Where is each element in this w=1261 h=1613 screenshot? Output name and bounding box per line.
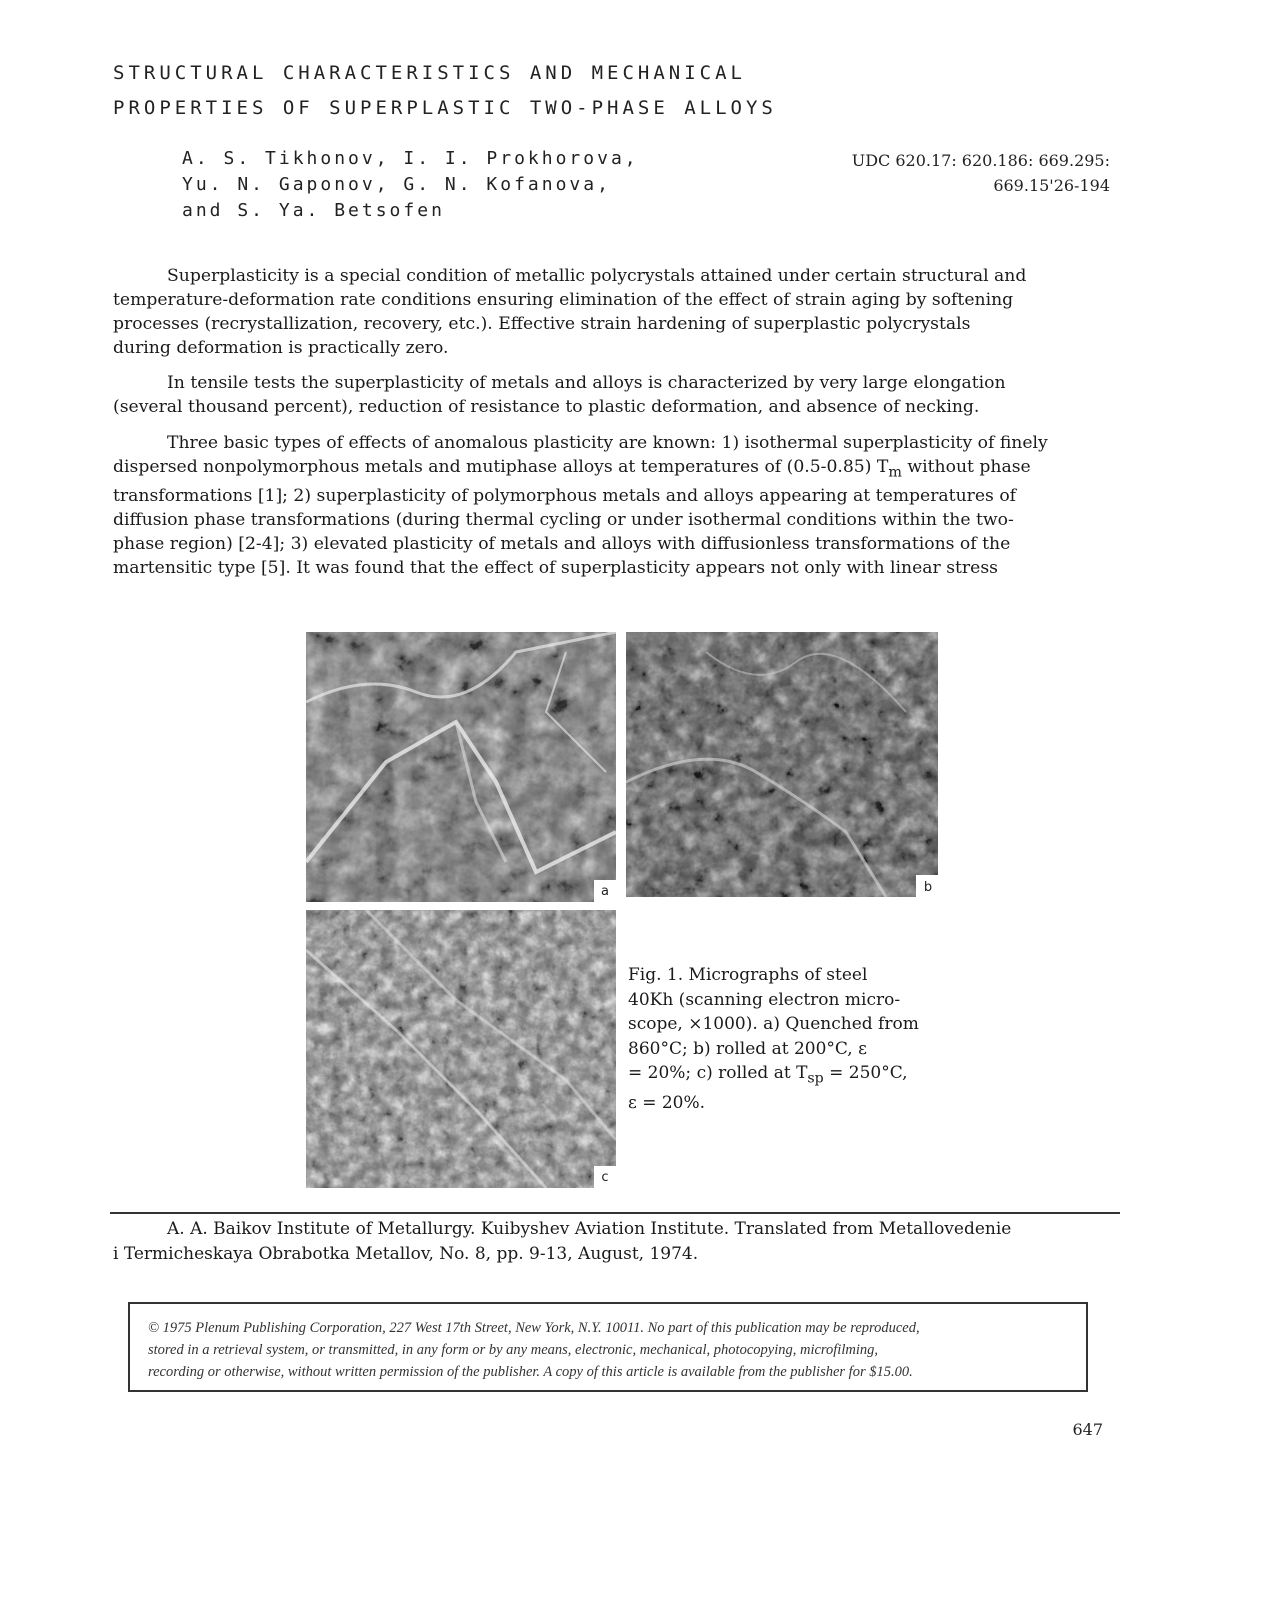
text-line: processes (recrystallization, recovery, etc.). Effective strain hardening of superplastic polycrystals bbox=[113, 314, 971, 334]
caption-line: 40Kh (scanning electron micro- bbox=[628, 989, 901, 1010]
copyright-line: © 1975 Plenum Publishing Corporation, 227 West 17th Street, New York, N.Y. 10011. No part of this publication may be reproduced, bbox=[148, 1320, 920, 1336]
title-line-1: STRUCTURAL CHARACTERISTICS AND MECHANICAL bbox=[113, 62, 746, 84]
panel-label-a: a bbox=[594, 880, 616, 902]
copyright-notice bbox=[148, 1317, 1076, 1383]
panel-label-b: b bbox=[916, 875, 938, 897]
text-line: diffusion phase transformations (during thermal cycling or under isothermal conditions within the two- bbox=[113, 510, 1014, 531]
text-line: temperature-deformation rate conditions ensuring elimination of the effect of strain aging by softening bbox=[113, 290, 1014, 310]
copyright-line: recording or otherwise, without written permission of the publisher. A copy of this article is available from the publisher for $15.00. bbox=[148, 1364, 913, 1380]
footnote-rule bbox=[110, 1212, 1120, 1214]
paragraph-1 bbox=[113, 264, 1113, 360]
author-line: Yu. N. Gaponov, G. N. Kofanova, bbox=[182, 174, 611, 195]
text-line: dispersed nonpolymorphous metals and mutiphase alloys at temperatures of (0.5-0.85) $T_m$ without phase bbox=[113, 457, 1031, 481]
text-line: phase region) [2-4]; 3) elevated plasticity of metals and alloys with diffusionless transformations of the bbox=[113, 534, 1011, 555]
author-list bbox=[182, 146, 639, 224]
micrograph-c bbox=[306, 910, 616, 1188]
author-line: and S. Ya. Betsofen bbox=[182, 200, 445, 221]
affiliation-note bbox=[113, 1217, 1011, 1267]
text-line: In tensile tests the superplasticity of metals and alloys is characterized by very large elongation bbox=[167, 373, 1006, 393]
text-line: Three basic types of effects of anomalous plasticity are known: 1) isothermal superplasticity of finely bbox=[167, 433, 1048, 453]
author-line: A. S. Tikhonov, I. I. Prokhorova, bbox=[182, 148, 639, 169]
caption-line: 860°C; b) rolled at 200°C, ε bbox=[628, 1038, 867, 1059]
text-line: during deformation is practically zero. bbox=[113, 338, 449, 358]
affiliation-line: A. A. Baikov Institute of Metallurgy. Kuibyshev Aviation Institute. Translated from Metallovedenie bbox=[167, 1219, 1012, 1239]
caption-line: ε = 20%. bbox=[628, 1092, 706, 1113]
title-line-2: PROPERTIES OF SUPERPLASTIC TWO-PHASE ALLOYS bbox=[113, 97, 777, 119]
subscript-sp: sp bbox=[807, 1070, 824, 1087]
paragraph-3 bbox=[113, 431, 1113, 580]
micrograph-b bbox=[626, 632, 938, 897]
page-number: 647 bbox=[1072, 1420, 1103, 1439]
copyright-line: stored in a retrieval system, or transmitted, in any form or by any means, electronic, mechanical, photocopying, microfilming, bbox=[148, 1342, 878, 1358]
caption-line: scope, ×1000). a) Quenched from bbox=[628, 1014, 919, 1034]
udc-line-2: 669.15'26-194 bbox=[993, 176, 1110, 195]
micrograph-a bbox=[306, 632, 616, 902]
panel-label-c: c bbox=[594, 1166, 616, 1188]
copyright-box bbox=[128, 1302, 1088, 1392]
udc-code bbox=[852, 148, 1110, 198]
paragraph-2 bbox=[113, 371, 1113, 419]
udc-line-1: UDC 620.17: 620.186: 669.295: bbox=[851, 151, 1110, 170]
text-line: martensitic type [5]. It was found that the effect of superplasticity appears not only with linear stress bbox=[113, 558, 998, 579]
text-line: Superplasticity is a special condition of metallic polycrystals attained under certain structural and bbox=[167, 266, 1027, 286]
text-line: transformations [1]; 2) superplasticity of polymorphous metals and alloys appearing at temperatures of bbox=[113, 486, 1017, 507]
caption-line: Fig. 1. Micrographs of steel bbox=[628, 965, 868, 985]
subscript-m: m bbox=[888, 464, 902, 481]
text-line: (several thousand percent), reduction of resistance to plastic deformation, and absence of necking. bbox=[113, 397, 980, 417]
affiliation-line: i Termicheskaya Obrabotka Metallov, No. 8, pp. 9-13, August, 1974. bbox=[113, 1244, 699, 1264]
figure-caption bbox=[628, 963, 948, 1115]
caption-line: = 20%; c) rolled at $T_{sp} = 250^\circ C$, bbox=[628, 1063, 908, 1087]
